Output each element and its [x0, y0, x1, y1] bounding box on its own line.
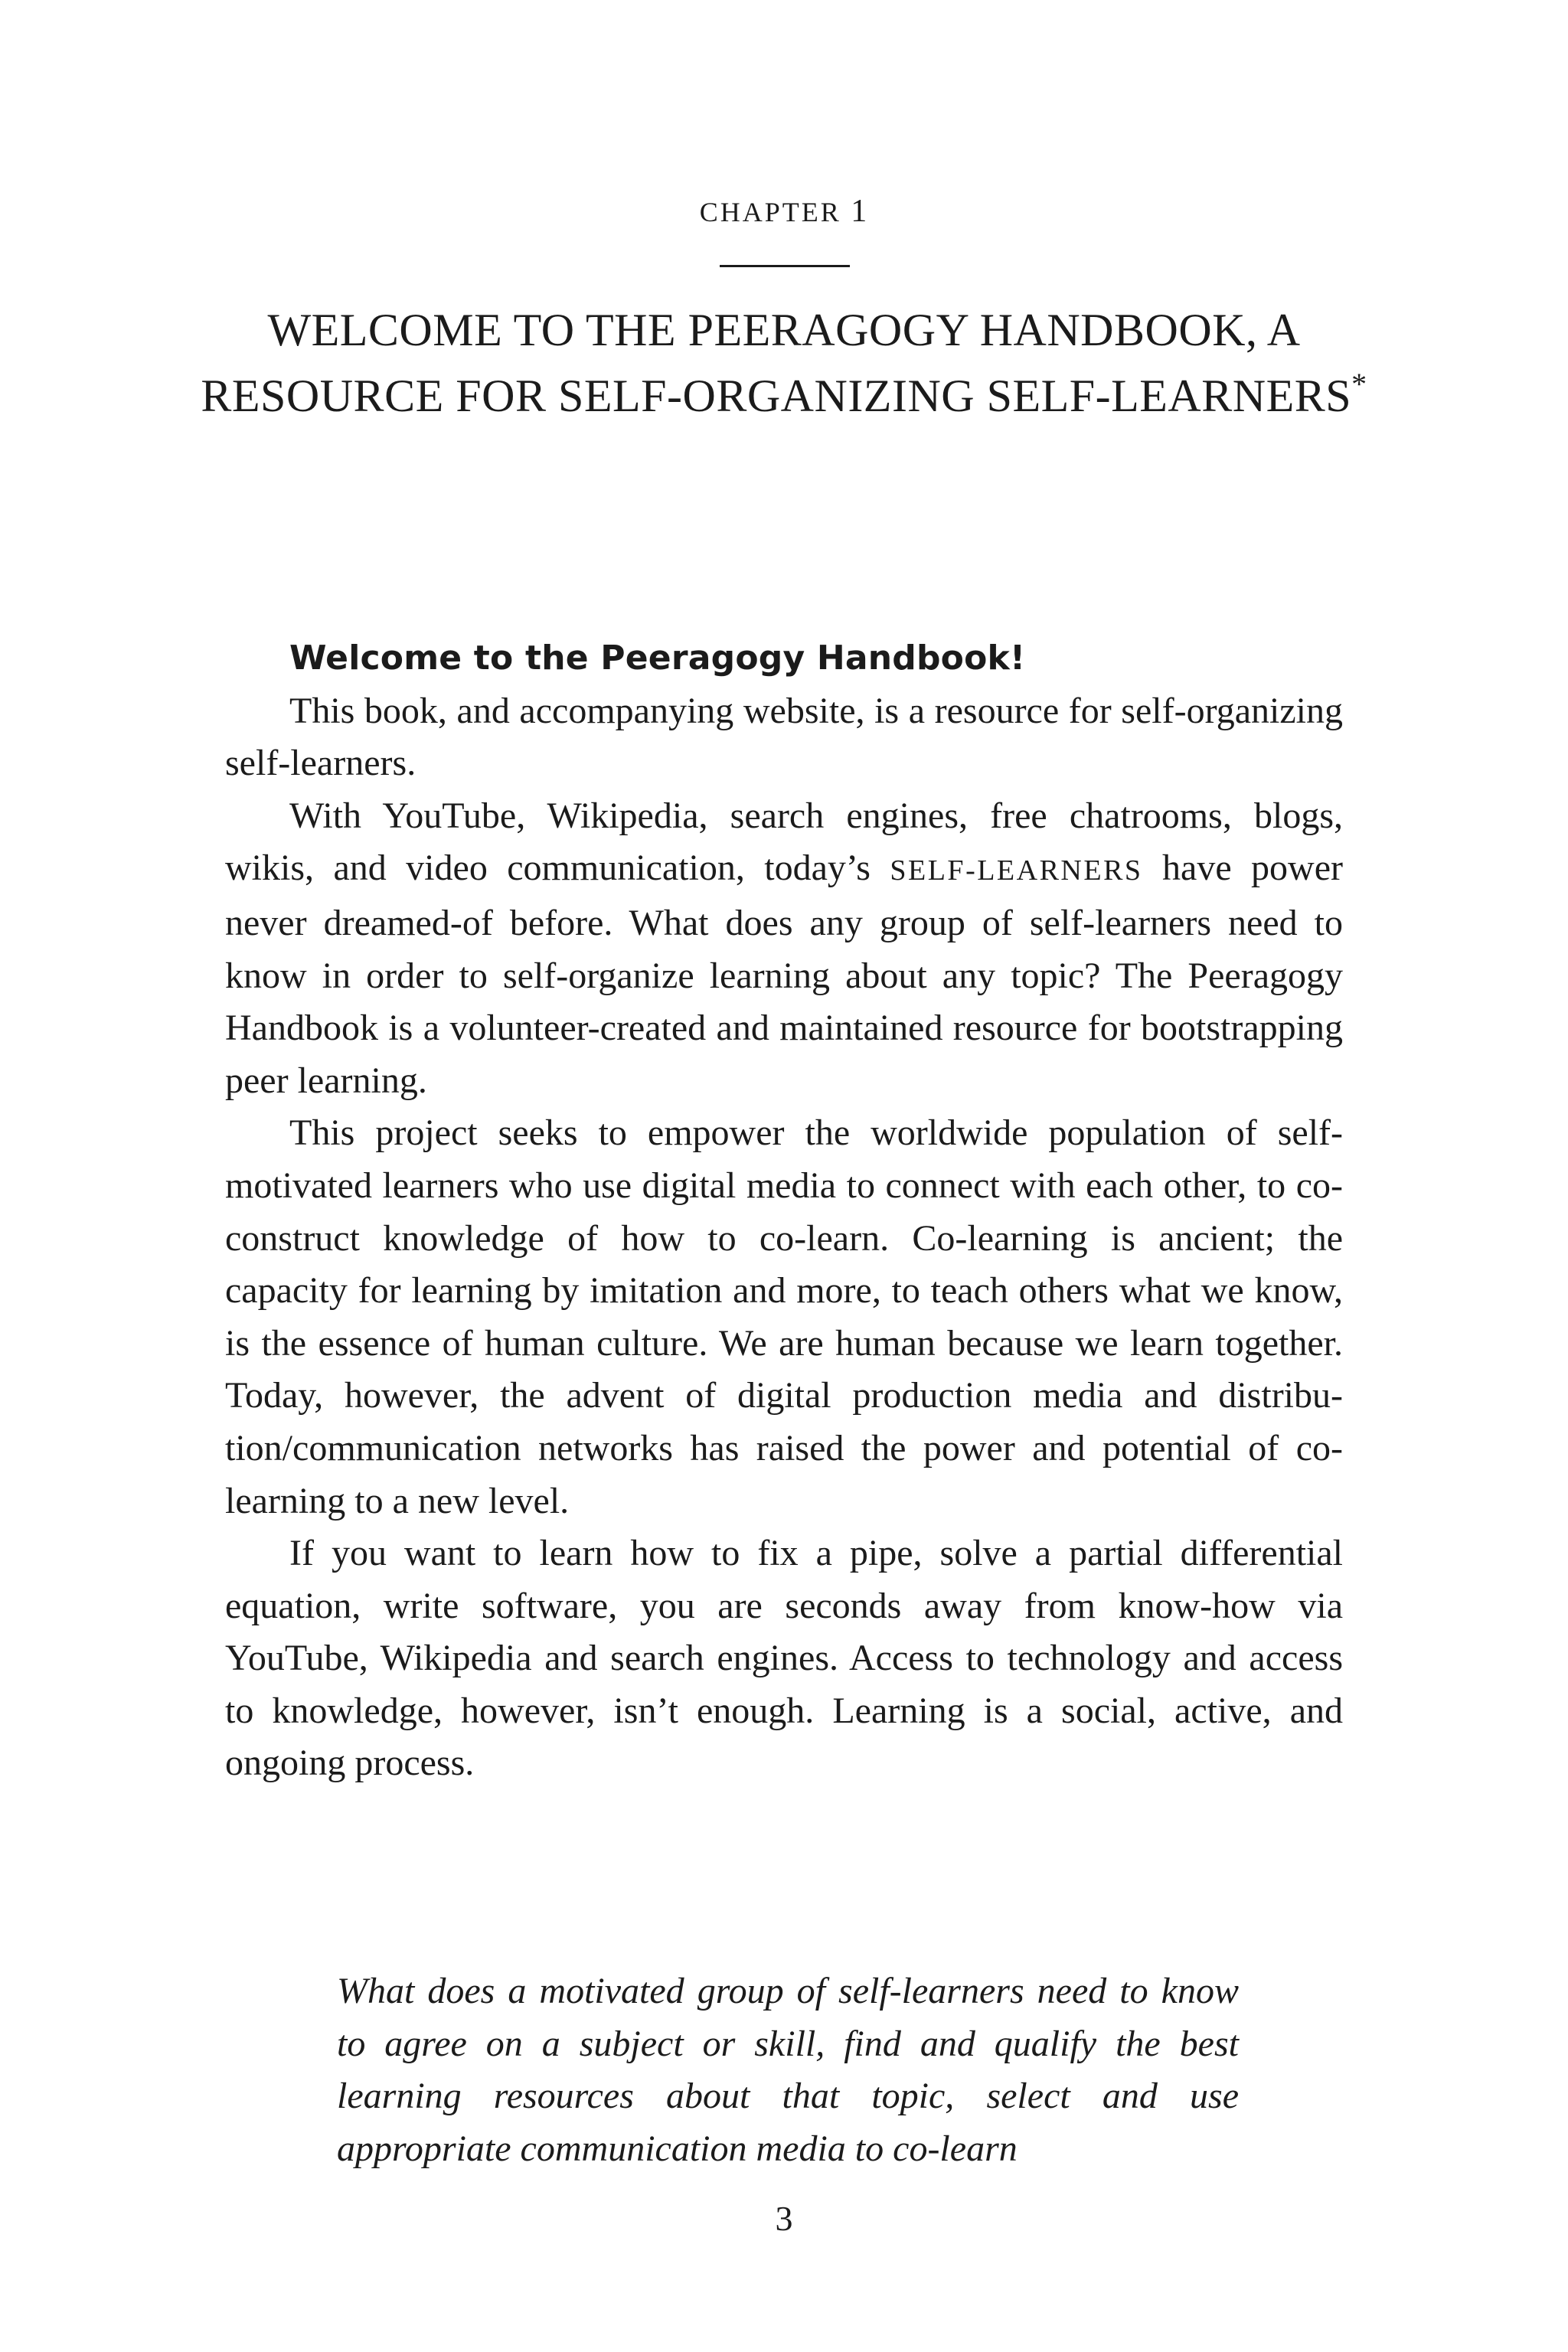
- block-quote: What does a motivated group of self-learners need to know to agree on a subject or skill, find and qualify the best learning resources about that topic, select and use appropriate communication media to co-learn: [337, 1971, 1239, 2169]
- lead-heading: Welcome to the Peeragogy Handbook!: [289, 639, 1026, 678]
- chapter-title: [191, 297, 1377, 429]
- chapter-label: [0, 193, 1568, 230]
- chapter-divider-rule: [720, 265, 850, 267]
- paragraph-4: If you want to learn how to fix a pipe, solve a partial differential equation, write software, you are seconds away from know-how via YouTube, Wikipedia and search engines. Access to technology and access to knowledge, however, isn’t enough. Learning is a social, active, and ongoing process.: [225, 1533, 1343, 1784]
- self-learners-term: SELF-LEARNERS: [890, 854, 1143, 887]
- chapter-label-word: CHAPTER: [699, 197, 841, 227]
- footnote-mark: *: [1351, 367, 1367, 401]
- chapter-title-text: WELCOME TO THE PEERAGOGY HANDBOOK, A RESOURCE FOR SELF-ORGANIZING SELF-LEARNERS: [201, 305, 1352, 421]
- paragraph-2-end: have power never dreamed-of before. What does any group of self-learners need to know in order to self-organize learning about any topic? The Peeragogy Handbook is a volunteer-created and maintained resource for bootstrapping peer learning.: [225, 848, 1344, 1101]
- page-number: 3: [775, 2199, 793, 2238]
- body-text: [225, 632, 1343, 1790]
- paragraph-2-start: With YouTube, Wikipedia, search engines, free chatrooms, blogs, wikis, and video communication, today’s: [225, 795, 1343, 889]
- paragraph-3: This project seeks to empower the worldwide population of self-motivated learners who use digital media to connect with each other, to co-construct knowledge of how to co-learn. Co-learning is ancient; the capacity for learning by imitation and more, to teach others what we know, is the essence of human culture. We are human because we learn together. Today, however, the advent of digital production media and distribution/communication networks has raised the power and potential of co-learning to a new level.: [225, 1112, 1343, 1521]
- paragraph-2: [225, 790, 1343, 1108]
- paragraph-1: This book, and accompanying website, is a resource for self-organizing self-learners.: [225, 690, 1343, 784]
- chapter-label-number: 1: [851, 194, 869, 229]
